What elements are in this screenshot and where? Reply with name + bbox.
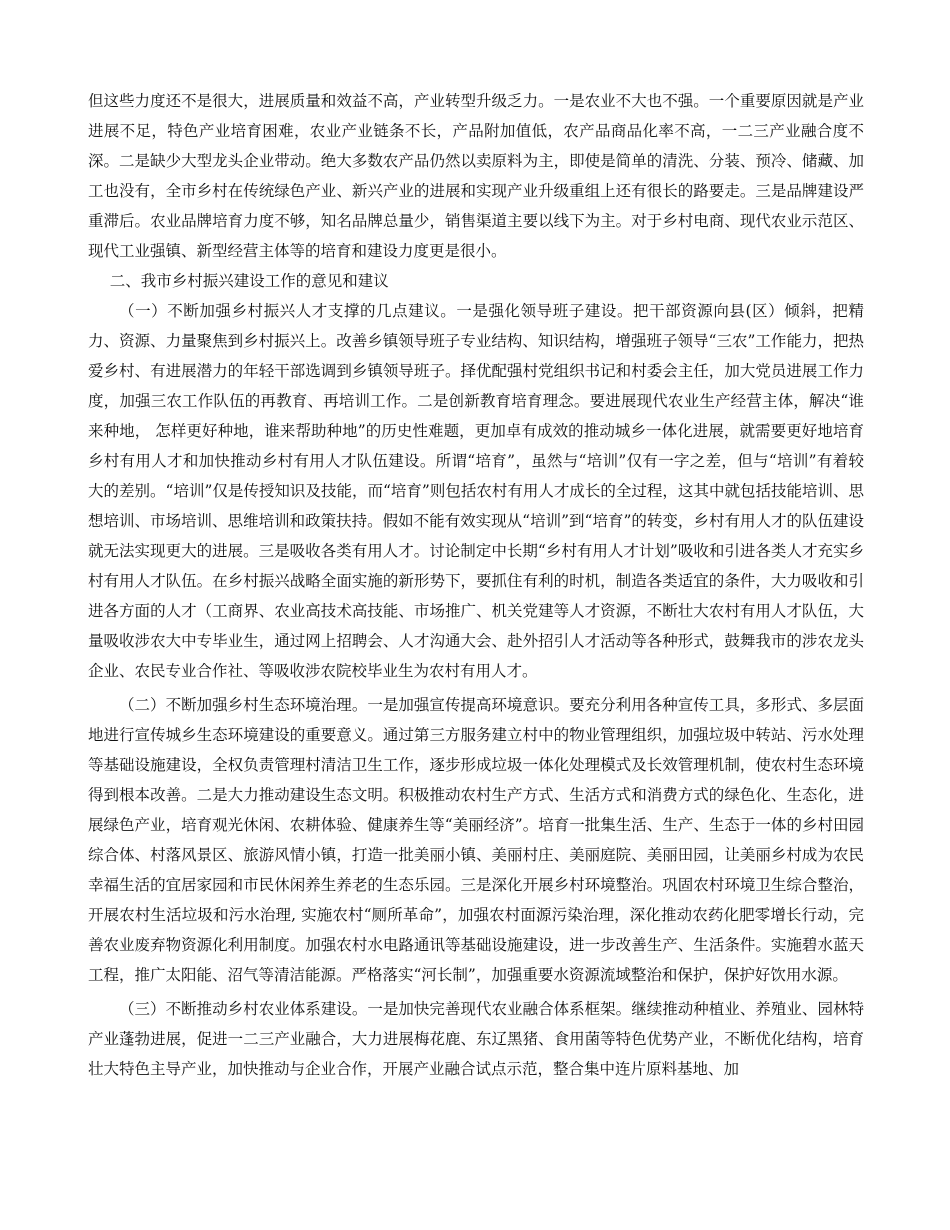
section-heading: 二、我市乡村振兴建设工作的意见和建议 <box>109 272 389 290</box>
document-page <box>88 86 864 1084</box>
paragraph-talent: （一）不断加强乡村振兴人才支撑的几点建议。一是强化领导班子建设。把干部资源向县(区）倾斜，把精力、资源、力量聚焦到乡村振兴上。改善乡镇领导班子专业结构、知识结构，增强班子领导“三农”工作能力，把热爱乡村、有进展潜力的年轻干部选调到乡镇领导班子。择优配强村党组织书记和村委会主任，加大党员进展工作力度，加强三农工作队伍的再教育、再培训工作。二是创新教育培育理念。要进展现代农业生产经营主体，解决“谁来种地， 怎样更好种地，谁来帮助种地”的历史性难题，更加卓有成效的推动城乡一体化进展，就需要更好地培育乡村有用人才和加快推动乡村有用人才队伍建设。所谓“培育”，虽然与“培训”仅有一字之差，但与“培训”有着较大的差别。“培训”仅是传授知识及技能，而“培育”则包括农村有用人才成长的全过程，这其中就包括技能培训、思想培训、市场培训、思维培训和政策扶持。假如不能有效实现从“培训”到“培育”的转变，乡村有用人才的队伍建设就无法实现更大的进展。三是吸收各类有用人才。讨论制定中长期“乡村有用人才计划”吸收和引进各类人才充实乡村有用人才队伍。在乡村振兴战略全面实施的新形势下，要抓住有利的时机，制造各类适宜的条件，大力吸收和引进各方面的人才（工商界、农业高技术高技能、市场推广、机关党建等人才资源，不断壮大农村有用人才队伍，大量吸收涉农大中专毕业生，通过网上招聘会、人才沟通大会、赴外招引人才活动等各种形式，鼓舞我市的涉农龙头企业、农民专业合作社、等吸收涉农院校毕业生为农村有用人才。 <box>88 302 864 680</box>
paragraph-agriculture: （三）不断推动乡村农业体系建设。一是加快完善现代农业融合体系框架。继续推动种植业、养殖业、园林特产业蓬勃进展，促进一二三产业融合，大力进展梅花鹿、东辽黑猪、食用菌等特色优势产业，不断优化结构，培育壮大特色主导产业，加快推动与企业合作，开展产业融合试点示范，整合集中连片原料基地、加 <box>88 1000 864 1078</box>
paragraph-intro: 但这些力度还不是很大，进展质量和效益不高，产业转型升级乏力。一是农业不大也不强。一个重要原因就是产业进展不足，特色产业培育困难，农业产业链条不长，产品附加值低，农产品商品化率不高，一二三产业融合度不深。二是缺少大型龙头企业带动。绝大多数农产品仍然以卖原料为主，即使是简单的清洗、分装、预冷、储藏、加工也没有，全市乡村在传统绿色产业、新兴产业的进展和实现产业升级重组上还有很长的路要走。三是品牌建设严重滞后。农业品牌培育力度不够，知名品牌总量少，销售渠道主要以线下为主。对于乡村电商、现代农业示范区、现代工业强镇、新型经营主体等的培育和建设力度更是很小。 <box>88 92 864 260</box>
paragraph-ecology: （二）不断加强乡村生态环境治理。一是加强宣传提高环境意识。要充分利用各种宣传工具，多形式、多层面地进行宣传城乡生态环境建设的重要意义。通过第三方服务建立村中的物业管理组织，加强垃圾中转站、污水处理等基础设施建设，全权负责管理村清洁卫生工作，逐步形成垃圾一体化处理模式及长效管理机制，使农村生态环境得到根本改善。二是大力推动建设生态文明。积极推动农村生产方式、生活方式和消费方式的绿色化、生态化，进展绿色产业，培育观光休闲、农耕体验、健康养生等“美丽经济”。培育一批集生活、生产、生态于一体的乡村田园综合体、村落风景区、旅游风情小镇，打造一批美丽小镇、美丽村庄、美丽庭院、美丽田园，让美丽乡村成为农民幸福生活的宜居家园和市民休闲养生养老的生态乐园。三是深化开展乡村环境整治。巩固农村环境卫生综合整治，开展农村生活垃圾和污水治理, 实施农村“厕所革命”，加强农村面源污染治理，深化推动农药化肥零增长行动，完善农业废弃物资源化利用制度。加强农村水电路通讯等基础设施建设，进一步改善生产、生活条件。实施碧水蓝天工程，推广太阳能、沼气等清洁能源。严格落实“河长制”，加强重要水资源流域整治和保护，保护好饮用水源。 <box>88 696 864 984</box>
